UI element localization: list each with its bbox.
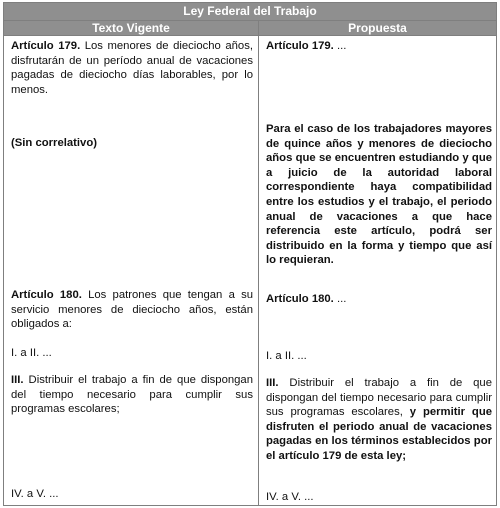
left-article-179-text: Los menores de dieciocho años, disfrutarán de un período anual de vacaciones pagadas de dieciocho días laborables, por lo menos. bbox=[11, 40, 253, 96]
right-article-180 bbox=[266, 292, 492, 307]
column-header-propuesta: Propuesta bbox=[259, 21, 496, 36]
left-article-180-label: Artículo 180. bbox=[11, 289, 82, 301]
left-article-180-text: Los patrones que tengan a su servicio menores de dieciocho años, están obligados a: bbox=[11, 289, 253, 331]
right-article-179-label: Artículo 179. bbox=[266, 40, 334, 52]
left-fraction-iii-text: Distribuir el trabajo a fin de que dispongan del tiempo necesario para cumplir sus programas escolares; bbox=[11, 374, 253, 416]
right-article-180-text: ... bbox=[333, 293, 347, 305]
right-article-179-text: ... bbox=[333, 40, 347, 52]
right-fractions-i-ii: I. a II. ... bbox=[266, 350, 307, 362]
table-title: Ley Federal del Trabajo bbox=[4, 3, 496, 21]
left-fraction-iii-label: III. bbox=[11, 374, 24, 386]
right-fraction-iii-added: y permitir que disfruten el periodo anual de vacaciones pagadas en los términos establecidos por el artículo 179 de esta ley; bbox=[266, 406, 493, 462]
right-fraction-iii-text: Distribuir el trabajo a fin de que dispongan del tiempo necesario para cumplir sus programas escolares, bbox=[266, 377, 492, 419]
sin-correlativo-label: (Sin correlativo) bbox=[11, 137, 98, 149]
left-article-180 bbox=[11, 288, 253, 332]
column-divider bbox=[258, 36, 259, 505]
left-fractions-i-ii: I. a II. ... bbox=[11, 347, 52, 359]
right-fractions-iv-v: IV. a V. ... bbox=[266, 491, 314, 503]
right-fraction-iii bbox=[266, 376, 492, 464]
left-article-179 bbox=[11, 39, 253, 97]
right-article-180-label: Artículo 180. bbox=[266, 293, 334, 305]
left-fractions-iv-v: IV. a V. ... bbox=[11, 488, 59, 500]
right-fraction-iii-label: III. bbox=[266, 377, 279, 389]
left-fraction-iii bbox=[11, 373, 253, 417]
right-article-179 bbox=[266, 39, 492, 54]
left-article-179-label: Artículo 179. bbox=[11, 40, 81, 52]
left-sin-correlativo bbox=[11, 136, 253, 151]
column-header-texto-vigente: Texto Vigente bbox=[4, 21, 259, 36]
comparison-table bbox=[3, 2, 497, 506]
right-new-paragraph: Para el caso de los trabajadores mayores de quince años y menores de dieciocho años que se encuentren estudiando y que a juicio de la autoridad laboral correspondiente haya compatibilidad entre los estudios y el trabajo, el periodo anual de vacaciones a que hace referencia este artículo, podrá ser distribuido en la forma y tiempo que así lo requieran. bbox=[266, 123, 492, 267]
